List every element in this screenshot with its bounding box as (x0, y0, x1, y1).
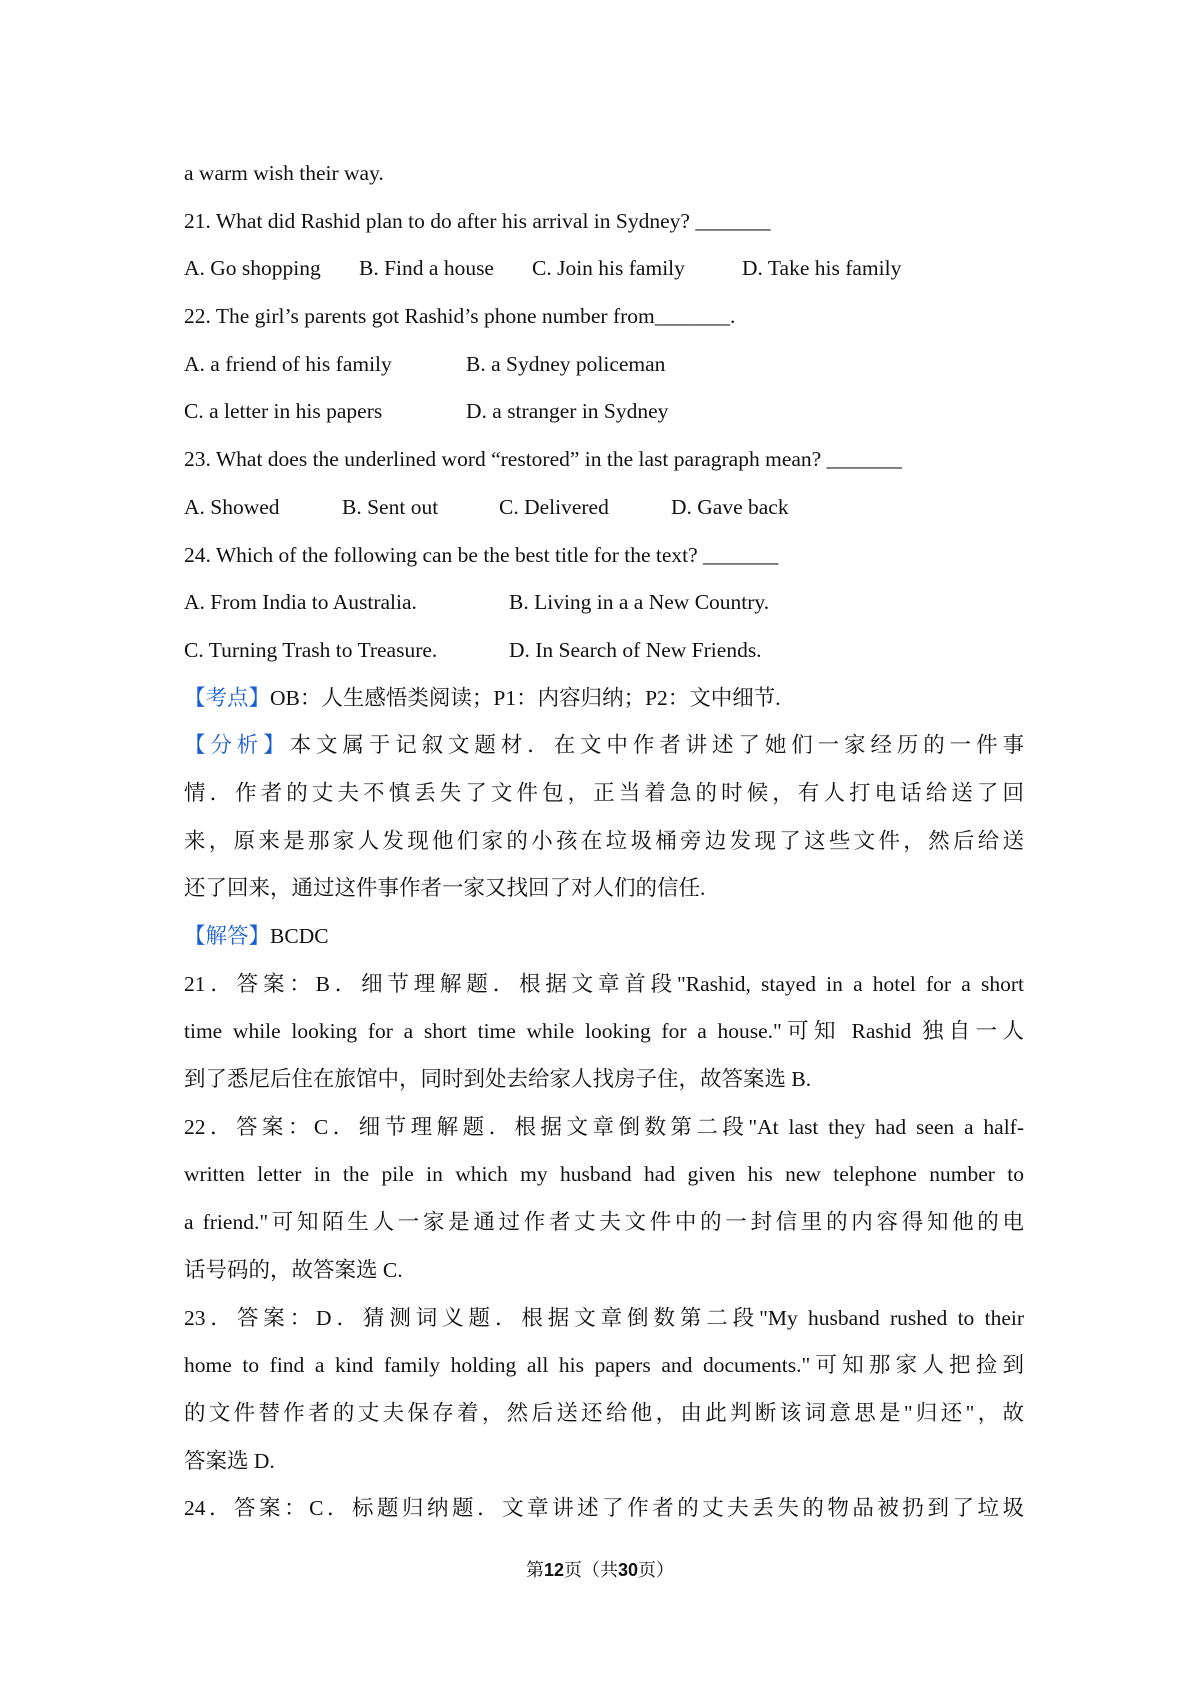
question-22-options-row2 (184, 388, 1024, 436)
fenxi-tag: 【分析】 (184, 733, 290, 758)
answer-22-line-4: 话号码的，故答案选 C. (184, 1257, 403, 1282)
answer-23-line-2: home to find a kind family holding all his papers and documents."可知那家人把捡到 (184, 1353, 1024, 1378)
answer-22-line-2: written letter in the pile in which my husband had given his new telephone number to (184, 1162, 1024, 1187)
document-page (184, 150, 1024, 1533)
kaodian-tag: 【考点】 (184, 685, 271, 710)
option-b: B. Find a house (359, 256, 494, 281)
option-c: C. Delivered (499, 494, 609, 519)
answer-23-line-3: 的文件替作者的丈夫保存着，然后送还给他，由此判断该词意思是"归还"，故 (184, 1400, 1024, 1425)
option-c: C. Join his family (532, 256, 685, 281)
option-a: A. a friend of his family (184, 351, 392, 376)
option-d: D. Take his family (742, 256, 902, 281)
answer-22-line-1: 22．答案：C．细节理解题．根据文章倒数第二段"At last they had seen a half- (184, 1114, 1024, 1139)
option-c: C. a letter in his papers (184, 399, 383, 424)
question-23-options (184, 484, 1024, 532)
answer-22-line-3: a friend."可知陌生人一家是通过作者丈夫文件中的一封信里的内容得知他的电 (184, 1210, 1024, 1235)
fenxi-text: 本文属于记叙文题材．在文中作者讲述了她们一家经历的一件事 (289, 733, 1024, 758)
option-d: D. a stranger in Sydney (466, 399, 669, 424)
question-22: 22. The girl’s parents got Rashid’s phone number from_______. (184, 304, 736, 329)
option-d: D. In Search of New Friends. (509, 637, 762, 662)
answer-23-line-1: 23．答案：D．猜测词义题．根据文章倒数第二段"My husband rushed to their (184, 1305, 1024, 1330)
option-b: B. Living in a a New Country. (509, 590, 770, 615)
answer-23-line-4: 答案选 D. (184, 1448, 275, 1473)
fenxi-line-1 (184, 722, 1024, 770)
question-22-options-row1 (184, 341, 1024, 389)
text-line: a warm wish their way. (184, 161, 384, 185)
question-24: 24. Which of the following can be the best title for the text? _______ (184, 542, 779, 567)
footer-suffix: 页） (638, 1560, 675, 1580)
option-a: A. Showed (184, 494, 280, 519)
option-a: A. Go shopping (184, 256, 321, 281)
kaodian-line (184, 675, 1024, 723)
fenxi-line-2: 情．作者的丈夫不慎丢失了文件包，正当着急的时候，有人打电话给送了回 (184, 780, 1024, 805)
footer-mid: 页（共 (564, 1560, 618, 1580)
answer-21-line-2: time while looking for a short time while looking for a house."可知 Rashid 独自一人 (184, 1019, 1024, 1044)
answer-24-line-1: 24．答案：C．标题归纳题．文章讲述了作者的丈夫丢失的物品被扔到了垃圾 (184, 1496, 1024, 1521)
answer-21-line-1: 21．答案：B．细节理解题．根据文章首段"Rashid, stayed in a hotel for a short (184, 971, 1024, 996)
jieda-tag: 【解答】 (184, 924, 271, 948)
footer-prefix: 第 (525, 1560, 544, 1580)
option-b: B. a Sydney policeman (466, 351, 666, 376)
question-21-options (184, 245, 1024, 293)
option-b: B. Sent out (342, 494, 439, 519)
fenxi-line-4: 还了回来，通过这件事作者一家又找回了对人们的信任. (184, 876, 706, 901)
question-23: 23. What does the underlined word “restored” in the last paragraph mean? _______ (184, 447, 902, 472)
page-footer (0, 1556, 1200, 1582)
option-c: C. Turning Trash to Treasure. (184, 637, 438, 662)
kaodian-text: OB：人生感悟类阅读；P1：内容归纳；P2：文中细节. (270, 685, 781, 710)
jieda-line (184, 913, 1024, 961)
question-24-options-row2 (184, 627, 1024, 675)
option-a: A. From India to Australia. (184, 590, 417, 615)
fenxi-line-3: 来，原来是那家人发现他们家的小孩在垃圾桶旁边发现了这些文件，然后给送 (184, 828, 1024, 853)
question-24-options-row1 (184, 579, 1024, 627)
jieda-text: BCDC (270, 924, 329, 948)
option-d: D. Gave back (671, 494, 789, 519)
answer-21-line-3: 到了悉尼后住在旅馆中，同时到处去给家人找房子住，故答案选 B. (184, 1067, 812, 1092)
footer-page-number: 12 (543, 1560, 564, 1580)
question-21: 21. What did Rashid plan to do after his arrival in Sydney? _______ (184, 208, 771, 233)
footer-total-pages: 30 (618, 1560, 639, 1580)
